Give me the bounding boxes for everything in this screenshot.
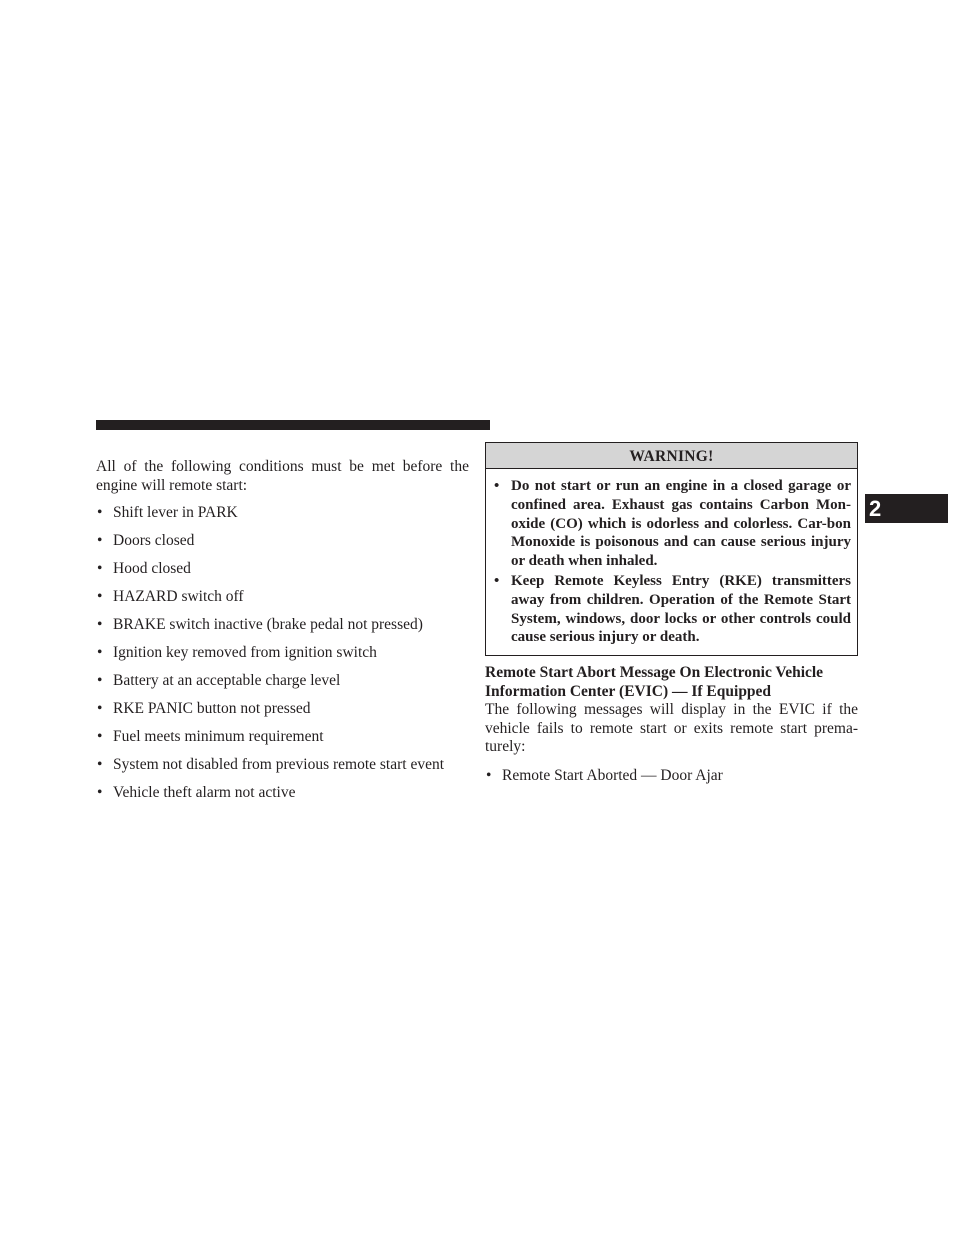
bullet-icon: • — [486, 766, 492, 784]
warning-item-text: Do not start or run an engine in a closed garage or confined area. Exhaust gas contains Carbon Mon-oxide (CO) which is odorless and colorless. Car-bon Monoxide is poisonous and can cause serious injury or death when inhaled. — [511, 478, 851, 570]
list-item-text: Vehicle theft alarm not active — [113, 784, 296, 801]
section-body: The following messages will display in the EVIC if the vehicle fails to remote start or exits remote start prema-turely: — [485, 701, 858, 756]
bullet-icon: • — [97, 672, 103, 689]
bullet-icon: • — [97, 560, 103, 577]
warning-item — [493, 572, 851, 647]
conditions-intro: All of the following conditions must be met before the engine will remote start: — [96, 458, 469, 494]
list-item — [96, 671, 469, 699]
bullet-icon: • — [97, 700, 103, 717]
list-item-text: System not disabled from previous remote start event — [113, 756, 445, 773]
list-item-text: Ignition key removed from ignition switch — [113, 644, 377, 661]
bullet-icon: • — [97, 728, 103, 745]
list-item-text: Doors closed — [113, 532, 195, 549]
conditions-list — [96, 503, 469, 811]
list-item-text: Shift lever in PARK — [113, 504, 238, 521]
bullet-icon: • — [494, 478, 500, 494]
list-item-text: HAZARD switch off — [113, 588, 244, 605]
section-top-rule — [96, 420, 490, 430]
list-item — [96, 559, 469, 587]
bullet-icon: • — [97, 644, 103, 661]
abort-message-section — [485, 664, 858, 785]
abort-messages-list — [485, 766, 858, 785]
list-item — [96, 755, 469, 783]
list-item-text: Battery at an acceptable charge level — [113, 672, 341, 689]
list-item — [96, 699, 469, 727]
list-item — [96, 531, 469, 559]
list-item — [485, 766, 858, 785]
section-heading: Remote Start Abort Message On Electronic Vehicle Information Center (EVIC) — If Equipped — [485, 664, 824, 700]
warning-list — [486, 469, 857, 647]
bullet-icon: • — [97, 616, 103, 633]
list-item — [96, 587, 469, 615]
bullet-icon: • — [97, 756, 103, 773]
list-item-text: BRAKE switch inactive (brake pedal not pressed) — [113, 616, 423, 633]
bullet-icon: • — [97, 588, 103, 605]
list-item — [96, 503, 469, 531]
bullet-icon: • — [494, 572, 500, 589]
list-item-text: Remote Start Aborted — Door Ajar — [502, 766, 723, 784]
list-item-text: Hood closed — [113, 560, 191, 577]
remote-start-conditions — [96, 457, 469, 811]
bullet-icon: • — [97, 504, 103, 521]
list-item — [96, 783, 469, 811]
list-item — [96, 727, 469, 755]
list-item — [96, 643, 469, 671]
chapter-number: 2 — [869, 496, 882, 521]
bullet-icon: • — [97, 784, 103, 801]
warning-title: WARNING! — [486, 443, 857, 469]
warning-box — [485, 442, 858, 656]
warning-item-text: Keep Remote Keyless Entry (RKE) transmitters away from children. Operation of the Remote Start System, windows, door locks or other controls could cause serious injury or death. — [511, 572, 851, 646]
list-item-text: RKE PANIC button not pressed — [113, 700, 311, 717]
list-item-text: Fuel meets minimum requirement — [113, 728, 324, 745]
chapter-tab — [865, 494, 948, 523]
warning-item — [493, 477, 851, 571]
bullet-icon: • — [97, 532, 103, 549]
list-item — [96, 615, 469, 643]
